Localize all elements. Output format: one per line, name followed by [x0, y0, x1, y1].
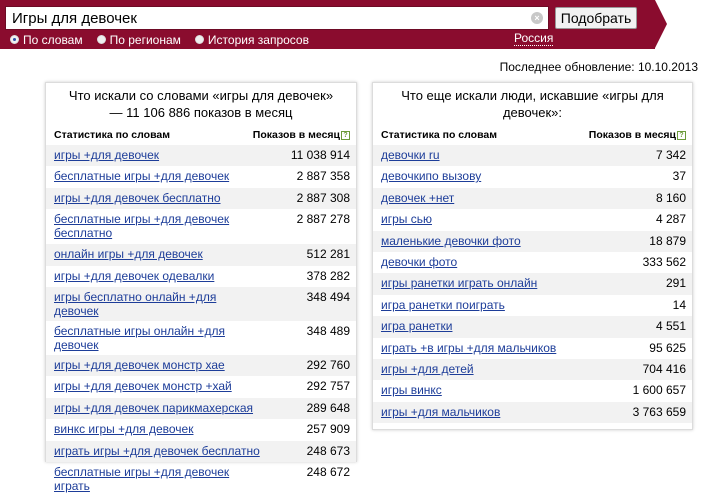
column-header — [373, 129, 692, 141]
table-row — [46, 188, 356, 209]
impressions-count: 3 763 659 — [632, 404, 686, 419]
impressions-count: 291 — [665, 276, 686, 291]
table-row — [373, 252, 692, 273]
tab-query-history[interactable] — [195, 32, 309, 47]
impressions-count: 4 551 — [655, 319, 686, 334]
impressions-count: 704 416 — [642, 361, 686, 376]
table-row — [46, 244, 356, 265]
clear-icon[interactable]: × — [531, 12, 543, 24]
query-link[interactable]: бесплатные игры +для девочек — [54, 169, 230, 184]
impressions-count: 18 879 — [649, 233, 686, 248]
search-box — [5, 6, 549, 30]
impressions-count: 4 287 — [655, 212, 686, 227]
query-link[interactable]: маленькие девочки фото — [381, 233, 521, 248]
impressions-count: 95 625 — [649, 340, 686, 355]
table-row — [373, 338, 692, 359]
query-link[interactable]: играть +в игры +для мальчиков — [381, 340, 557, 355]
help-icon[interactable]: ? — [341, 131, 350, 140]
impressions-count: 348 494 — [306, 289, 350, 304]
top-search-bar — [0, 0, 705, 49]
impressions-count: 14 — [672, 297, 686, 312]
impressions-count: 378 282 — [306, 268, 350, 283]
top-bar-arrow — [655, 0, 667, 48]
query-link[interactable]: игра ранетки — [381, 319, 453, 334]
tab-label: История запросов — [207, 32, 309, 47]
table-row — [373, 231, 692, 252]
region-link[interactable]: Россия — [514, 31, 554, 45]
left-rows — [46, 145, 356, 496]
query-link[interactable]: игры сью — [381, 212, 432, 227]
table-row — [46, 355, 356, 376]
impressions-count: 37 — [672, 169, 686, 184]
query-link[interactable]: игры +для девочек парикмахерская — [54, 400, 254, 415]
query-link[interactable]: игры +для девочек бесплатно — [54, 190, 221, 205]
impressions-count: 8 160 — [655, 190, 686, 205]
table-row — [46, 462, 356, 496]
query-link[interactable]: игры винкс — [381, 383, 442, 398]
query-link[interactable]: игры ранетки играть онлайн — [381, 276, 538, 291]
last-update-text: Последнее обновление: 10.10.2013 — [499, 60, 698, 74]
table-row — [373, 359, 692, 380]
query-link[interactable]: девочек +нет — [381, 190, 455, 205]
table-row — [373, 145, 692, 166]
table-row — [46, 376, 356, 397]
query-link[interactable]: игры +для девочек монстр хае — [54, 357, 225, 372]
query-link[interactable]: девочки фото — [381, 254, 458, 269]
table-row — [46, 321, 356, 355]
search-input[interactable] — [6, 7, 526, 29]
search-mode-tabs — [10, 32, 323, 47]
impressions-count: 2 887 358 — [296, 169, 350, 184]
impressions-count: 248 672 — [306, 464, 350, 479]
query-link[interactable]: винкс игры +для девочек — [54, 422, 194, 437]
impressions-count: 1 600 657 — [632, 383, 686, 398]
table-row — [46, 287, 356, 321]
table-row — [46, 209, 356, 244]
query-link[interactable]: бесплатные игры +для девочек играть — [54, 464, 230, 493]
impressions-count: 348 489 — [306, 323, 350, 338]
query-link[interactable]: девочки ru — [381, 148, 440, 162]
table-row — [373, 380, 692, 401]
col-words-header: Статистика по словам — [54, 129, 170, 141]
table-row — [46, 145, 356, 166]
table-row — [46, 166, 356, 187]
table-row — [46, 419, 356, 440]
query-link[interactable]: игра ранетки поиграть — [381, 297, 505, 312]
right-rows — [373, 145, 692, 423]
radio-icon[interactable] — [10, 35, 19, 44]
query-link[interactable]: бесплатные игры онлайн +для девочек — [54, 323, 225, 352]
col-count-label: Показов в месяц — [588, 129, 676, 141]
query-link[interactable]: играть игры +для девочек бесплатно — [54, 443, 260, 458]
radio-icon[interactable] — [97, 35, 106, 44]
impressions-count: 2 887 308 — [296, 190, 350, 205]
impressions-count: 289 648 — [306, 400, 350, 415]
query-link[interactable]: игры +для девочек — [54, 148, 160, 162]
column-header — [46, 129, 356, 141]
impressions-count: 333 562 — [642, 254, 686, 269]
query-link[interactable]: игры +для девочек монстр +хай — [54, 379, 232, 394]
query-link[interactable]: игры +для девочек одевалки — [54, 268, 215, 283]
tab-label: По словам — [23, 32, 83, 47]
impressions-count: 7 342 — [655, 148, 686, 162]
panel-title: Что искали со словами «игры для девочек» — 11 106 886 показов в месяц — [68, 88, 334, 120]
radio-icon[interactable] — [195, 35, 204, 44]
table-row — [373, 273, 692, 294]
help-icon[interactable]: ? — [677, 131, 686, 140]
impressions-count: 292 760 — [306, 357, 350, 372]
impressions-count: 292 757 — [306, 379, 350, 394]
panel-title: Что еще искали люди, искавшие «игры для девочек»: — [401, 88, 664, 120]
table-row — [373, 209, 692, 230]
submit-button[interactable]: Подобрать — [555, 7, 637, 29]
table-row — [46, 266, 356, 287]
tab-by-regions[interactable] — [97, 32, 181, 47]
col-count-header — [253, 129, 350, 141]
table-row — [373, 316, 692, 337]
query-link[interactable]: игры бесплатно онлайн +для девочек — [54, 289, 217, 318]
query-link[interactable]: девочкипо вызову — [381, 169, 482, 184]
query-link[interactable]: бесплатные игры +для девочек бесплатно — [54, 212, 230, 241]
impressions-count: 257 909 — [306, 422, 350, 437]
col-count-header — [589, 129, 686, 141]
col-words-header: Статистика по словам — [381, 129, 497, 141]
col-count-label: Показов в месяц — [252, 129, 340, 141]
query-link[interactable]: игры +для детей — [381, 361, 474, 376]
query-link[interactable]: онлайн игры +для девочек — [54, 247, 203, 262]
right-stats-panel — [372, 82, 693, 430]
impressions-count: 2 887 278 — [296, 212, 350, 227]
left-stats-panel — [45, 82, 357, 493]
query-link[interactable]: игры +для мальчиков — [381, 404, 501, 419]
table-row — [46, 441, 356, 462]
table-row — [373, 295, 692, 316]
table-row — [373, 188, 692, 209]
table-row — [373, 402, 692, 423]
table-row — [373, 166, 692, 187]
tab-label: По регионам — [109, 32, 181, 47]
table-row — [46, 398, 356, 419]
impressions-count: 11 038 914 — [290, 148, 350, 162]
impressions-count: 512 281 — [306, 247, 350, 262]
tab-by-words[interactable] — [10, 32, 83, 47]
impressions-count: 248 673 — [306, 443, 350, 458]
